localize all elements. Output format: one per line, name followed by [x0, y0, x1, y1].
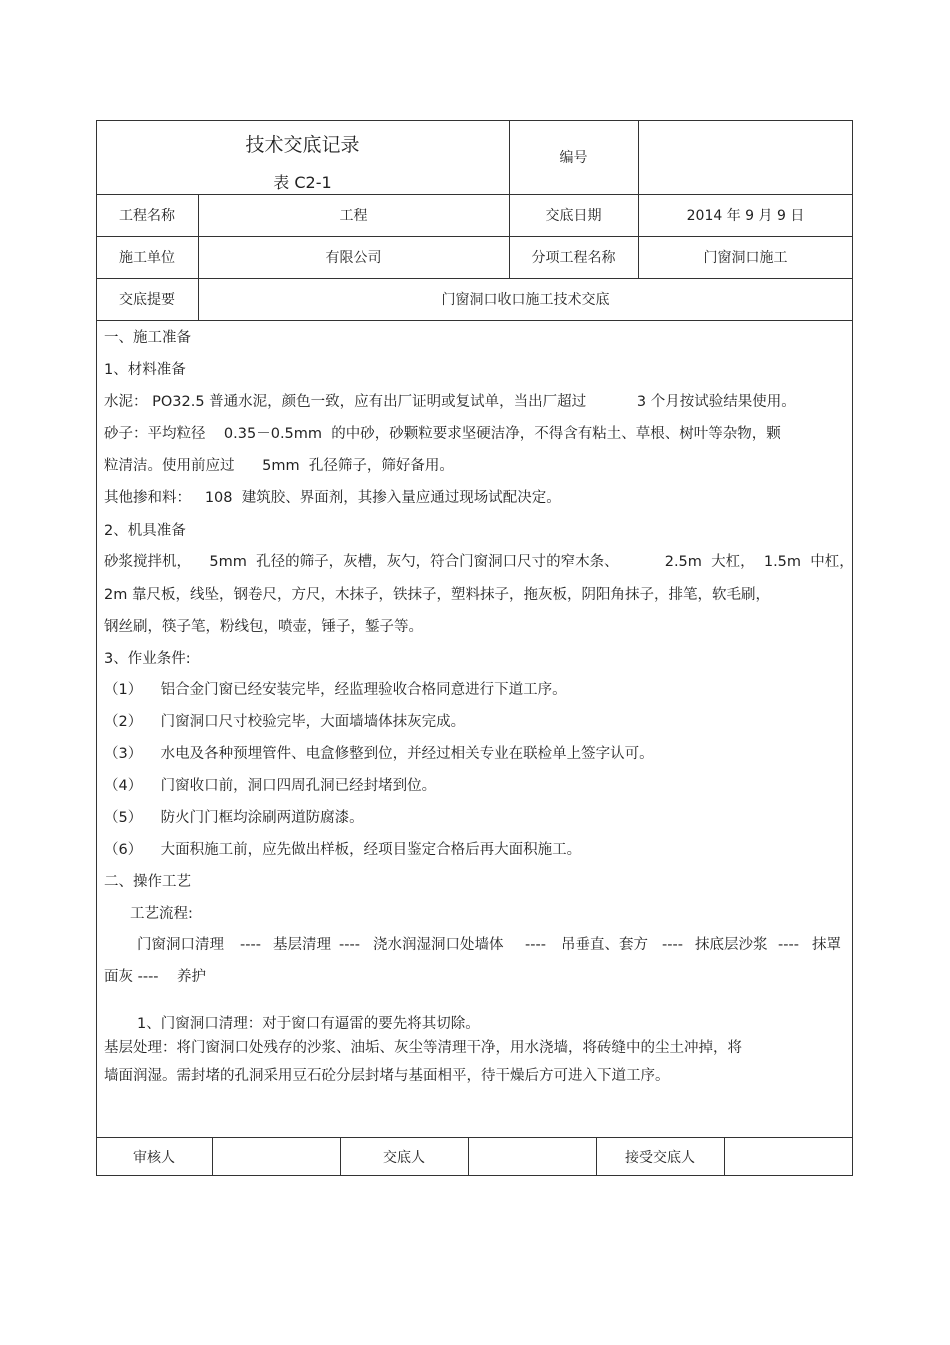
summary-value: 门窗洞口收口施工技术交底 [441, 292, 610, 308]
subsection-heading: 2、机具准备 [104, 523, 186, 539]
flow-step: 浇水润湿洞口处墙体 [373, 937, 504, 953]
condition-item: （6） 大面积施工前，应先做出样板，经项目鉴定合格后再大面积施工。 [104, 842, 582, 858]
admixture-spec: 其他掺和料： 108 建筑胶、界面剂，其掺入量应通过现场试配决定。 [104, 490, 561, 506]
construction-unit-value: 有限公司 [325, 250, 382, 266]
flow-step: 门窗洞口清理 [137, 937, 224, 953]
form-title: 技术交底记录 [245, 133, 360, 156]
tools-list: 砂浆搅拌机， 5mm 孔径的筛子，灰槽，灰勺，符合门窗洞口尺寸的窄木条、 2.5m 大杠， 1.5m 中杠， [104, 554, 854, 570]
condition-item: （4） 门窗收口前，洞口四周孔洞已经封堵到位。 [104, 778, 437, 794]
date-value: 2014 年 9 月 9 日 [686, 208, 805, 224]
row-divider [96, 320, 853, 321]
summary-label: 交底提要 [119, 292, 175, 308]
condition-item: （5） 防火门门框均涂刷两道防腐漆。 [104, 810, 364, 826]
reviewer-label: 审核人 [133, 1149, 175, 1166]
project-name-label: 工程名称 [119, 208, 175, 224]
tools-list-cont: 钢丝刷，筷子笔，粉线包，喷壶，锤子，錾子等。 [104, 619, 423, 635]
step-opening-cleanup: 1、门窗洞口清理：对于窗口有逼雷的要先将其切除。 [137, 1016, 480, 1032]
number-label: 编号 [559, 150, 588, 166]
section-heading: 二、操作工艺 [104, 874, 191, 890]
flow-arrow: ---- [778, 937, 799, 953]
number-field[interactable] [638, 120, 853, 194]
flow-arrow: ---- [525, 937, 546, 953]
flow-step: 抹罩 [812, 937, 841, 953]
form-number: 表 C2-1 [273, 172, 332, 192]
base-treatment: 基层处理：将门窗洞口处残存的沙浆、油垢、灰尘等清理干净，用水浇墙，将砖缝中的尘土冲掉，将 [104, 1040, 742, 1056]
receiver-field[interactable] [724, 1137, 853, 1176]
flow-arrow: ---- [662, 937, 683, 953]
sub-project-label: 分项工程名称 [531, 250, 616, 266]
condition-item: （2） 门窗洞口尺寸校验完毕，大面墙墙体抹灰完成。 [104, 714, 466, 730]
discloser-label: 交底人 [383, 1149, 425, 1166]
project-name-value: 工程 [339, 208, 368, 224]
date-label: 交底日期 [545, 208, 602, 224]
tools-list-cont: 2m 靠尺板，线坠，钢卷尺，方尺，木抹子，铁抹子，塑料抹子，拖灰板，阴阳角抹子，排笔，软毛刷， [104, 587, 770, 603]
base-treatment-cont: 墙面润湿。需封堵的孔洞采用豆石砼分层封堵与基面相平，待干燥后方可进入下道工序。 [104, 1068, 670, 1084]
reviewer-field[interactable] [212, 1137, 340, 1176]
subsection-heading: 1、材料准备 [104, 362, 186, 378]
sand-spec: 砂子：平均粒径 0.35－0.5mm 的中砂，砂颗粒要求坚硬洁净，不得含有粘土、草根、树叶等杂物，颗 [104, 426, 781, 442]
process-flow-cont: 面灰 ---- 养护 [104, 969, 206, 985]
subsection-heading: 3、作业条件: [104, 651, 191, 667]
sand-spec-cont: 粒清洁。使用前应过 5mm 孔径筛子，筛好备用。 [104, 458, 454, 474]
sub-project-value: 门窗洞口施工 [703, 250, 788, 266]
flow-arrow: ---- [339, 937, 360, 953]
section-heading: 一、施工准备 [104, 330, 191, 346]
flow-step: 抹底层沙浆 [695, 937, 768, 953]
discloser-field[interactable] [468, 1137, 596, 1176]
flow-step: 吊垂直、套方 [561, 937, 648, 953]
condition-item: （3） 水电及各种预埋管件、电盒修整到位，并经过相关专业在联检单上签字认可。 [104, 746, 654, 762]
cement-spec: 水泥： PO32.5 普通水泥，颜色一致，应有出厂证明或复试单，当出厂超过 3 个月按试验结果使用。 [104, 394, 796, 410]
construction-unit-label: 施工单位 [119, 250, 175, 266]
condition-item: （1） 铝合金门窗已经安装完毕，经监理验收合格同意进行下道工序。 [104, 682, 567, 698]
flow-arrow: ---- [240, 937, 261, 953]
receiver-label: 接受交底人 [625, 1149, 695, 1166]
process-flow-label: 工艺流程: [130, 906, 193, 922]
flow-step: 基层清理 [273, 937, 331, 953]
